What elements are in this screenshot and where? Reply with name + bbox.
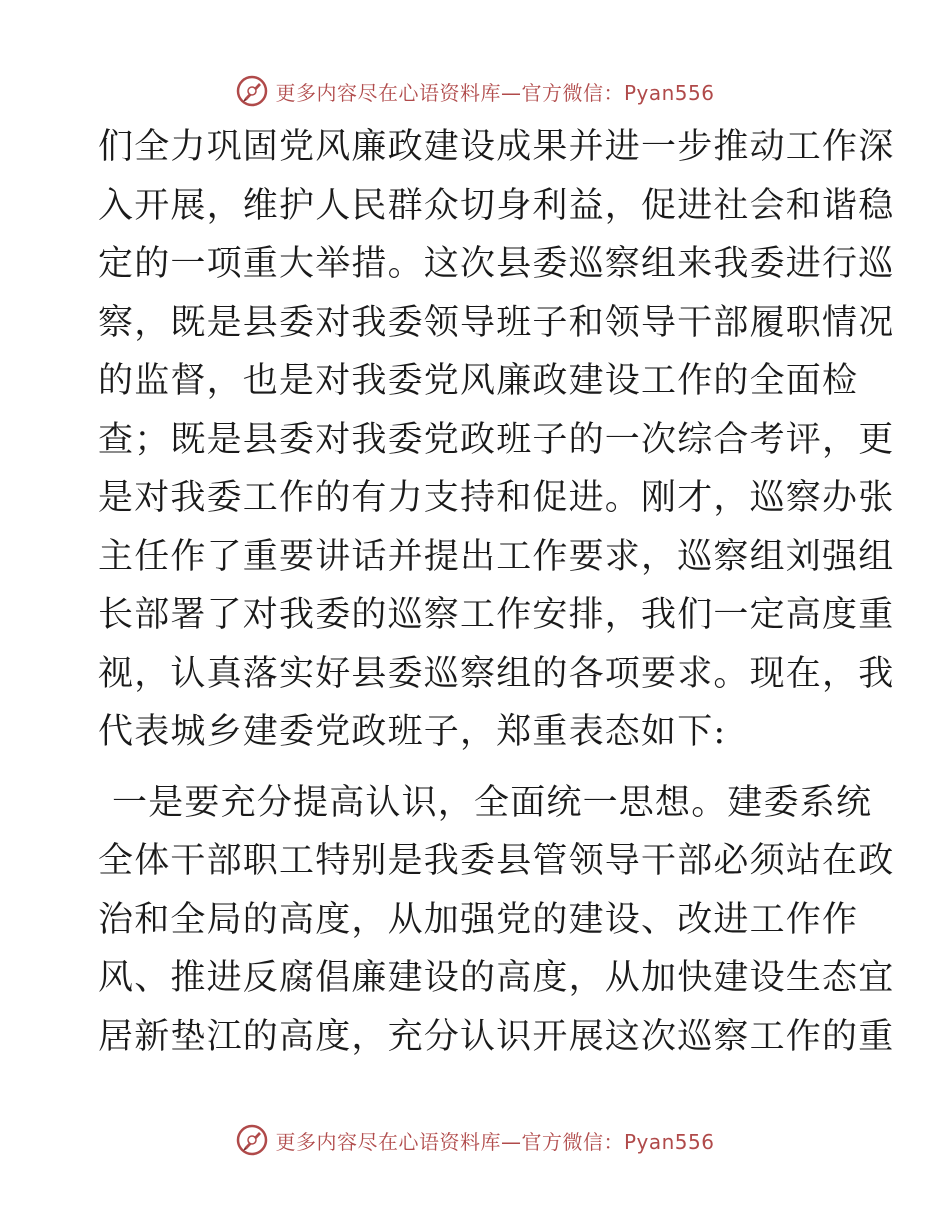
body-line-6: 查；既是县委对我委党政班子的一次综合考评，更: [98, 419, 895, 460]
header-banner: [0, 71, 950, 111]
body-line-10: 视，认真落实好县委巡察组的各项要求。现在，我: [98, 653, 895, 694]
body-line-4: 察，既是县委对我委领导班子和领导干部履职情况: [98, 302, 895, 343]
body-line-12: 一是要充分提高认识，全面统一思想。建委系统: [112, 782, 873, 823]
body-line-11: 代表城乡建委党政班子，郑重表态如下:: [98, 712, 727, 752]
body-line-2: 入开展，维护人民群众切身利益，促进社会和谐稳: [98, 185, 895, 226]
footer-banner-text: 更多内容尽在心语资料库—官方微信：Pyan556: [275, 1129, 715, 1154]
body-line-3: 定的一项重大举措。这次县委巡察组来我委进行巡: [98, 244, 895, 284]
body-line-5: 的监督，也是对我委党风廉政建设工作的全面检: [98, 361, 859, 401]
body-line-8: 主任作了重要讲话并提出工作要求，巡察组刘强组: [98, 536, 895, 577]
body-line-14: 治和全局的高度，从加强党的建设、改进工作作: [98, 899, 859, 940]
header-banner-text: 更多内容尽在心语资料库—官方微信：Pyan556: [275, 80, 715, 105]
body-line-1: 们全力巩固党风廉政建设成果并进一步推动工作深: [98, 127, 895, 167]
document-body: [98, 118, 895, 1066]
quill-pen-logo-icon: [235, 1123, 269, 1157]
quill-pen-logo-icon: [235, 74, 269, 108]
body-line-16: 居新垫江的高度，充分认识开展这次巡察工作的重: [98, 1016, 895, 1057]
body-line-15: 风、推进反腐倡廉建设的高度，从加快建设生态宜: [98, 958, 895, 998]
footer-banner: [0, 1120, 950, 1160]
body-line-7: 是对我委工作的有力支持和促进。刚才，巡察办张: [98, 478, 895, 518]
body-line-13: 全体干部职工特别是我委县管领导干部必须站在政: [98, 841, 895, 881]
body-line-9: 长部署了对我委的巡察工作安排，我们一定高度重: [98, 595, 895, 635]
